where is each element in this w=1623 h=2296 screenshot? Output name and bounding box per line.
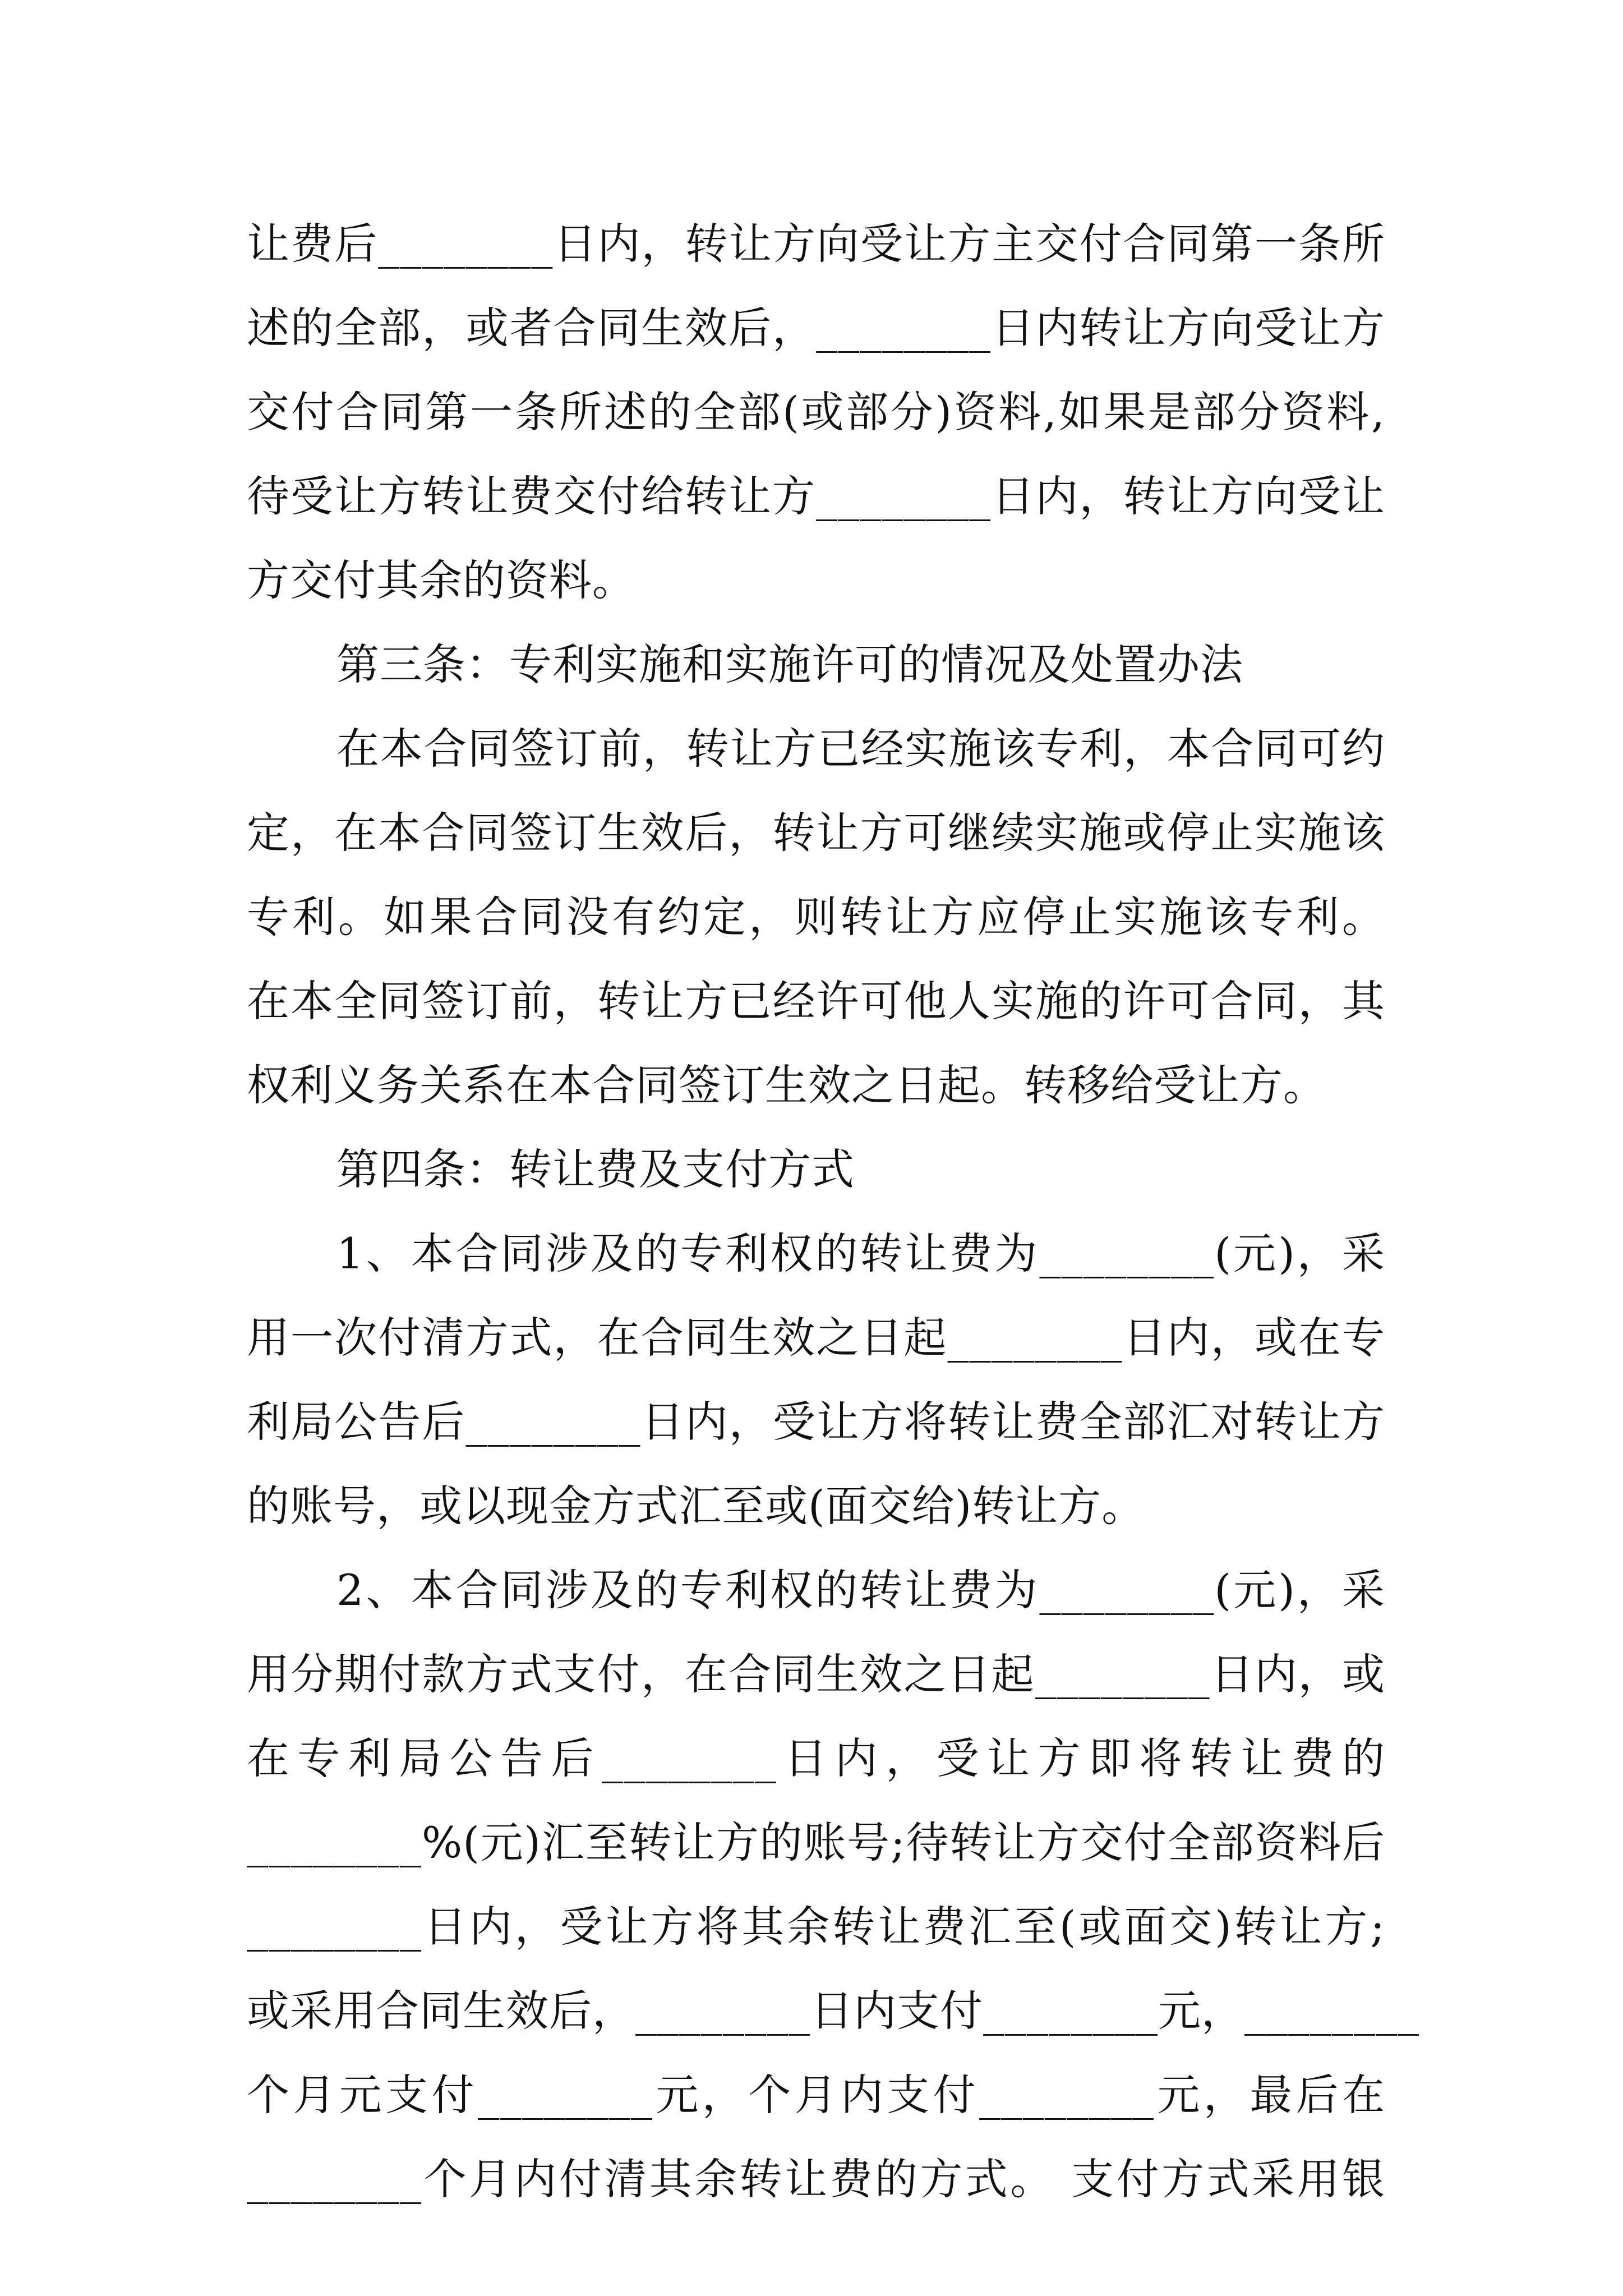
text-line: 利局公告后________日内，受让方将转让费全部汇对转让方: [247, 1397, 1385, 1447]
text-line: 2、本合同涉及的专利权的转让费为________(元)，采: [336, 1565, 1385, 1615]
section-heading: 第三条：专利实施和实施许可的情况及处置办法: [336, 639, 1243, 689]
text-line: 或采用合同生效后，________日内支付________元，________: [247, 1986, 1419, 2036]
section-heading: 第四条：转让费及支付方式: [336, 1144, 855, 1194]
text-line: 权利义务关系在本合同签订生效之日起。转移给受让方。: [247, 1060, 1326, 1110]
text-line: 专利。如果合同没有约定，则转让方应停止实施该专利。: [247, 892, 1385, 942]
text-line: 用分期付款方式支付，在合同生效之日起________日内，或: [247, 1649, 1385, 1699]
text-line: 在本合同签订前，转让方已经实施该专利，本合同可约: [336, 724, 1385, 774]
text-line: 用一次付清方式，在合同生效之日起________日内，或在专: [247, 1313, 1385, 1363]
text-line: ________个月内付清其余转让费的方式。 支付方式采用银: [247, 2154, 1385, 2204]
text-line: 的账号，或以现金方式汇至或(面交给)转让方。: [247, 1481, 1145, 1531]
text-line: 在专利局公告后________日内，受让方即将转让费的: [247, 1733, 1385, 1783]
text-line: ________%(元)汇至转让方的账号;待转让方交付全部资料后: [247, 1818, 1385, 1867]
text-line: 述的全部，或者合同生效后，________日内转让方向受让方: [247, 303, 1385, 353]
text-line: ________日内，受让方将其余转让费汇至(或面交)转让方;: [247, 1902, 1385, 1952]
text-line: 个月元支付________元，个月内支付________元，最后在: [247, 2070, 1385, 2120]
text-line: 方交付其余的资料。: [247, 555, 635, 605]
text-line: 交付合同第一条所述的全部(或部分)资料,如果是部分资料,: [247, 387, 1385, 437]
text-line: 定，在本合同签订生效后，转让方可继续实施或停止实施该: [247, 808, 1385, 858]
text-line: 待受让方转让费交付给转让方________日内，转让方向受让: [247, 471, 1385, 521]
text-line: 在本全同签订前，转让方已经许可他人实施的许可合同，其: [247, 976, 1385, 1026]
text-line: 1、本合同涉及的专利权的转让费为________(元)，采: [336, 1228, 1385, 1278]
text-line: 让费后________日内，转让方向受让方主交付合同第一条所: [247, 219, 1385, 269]
